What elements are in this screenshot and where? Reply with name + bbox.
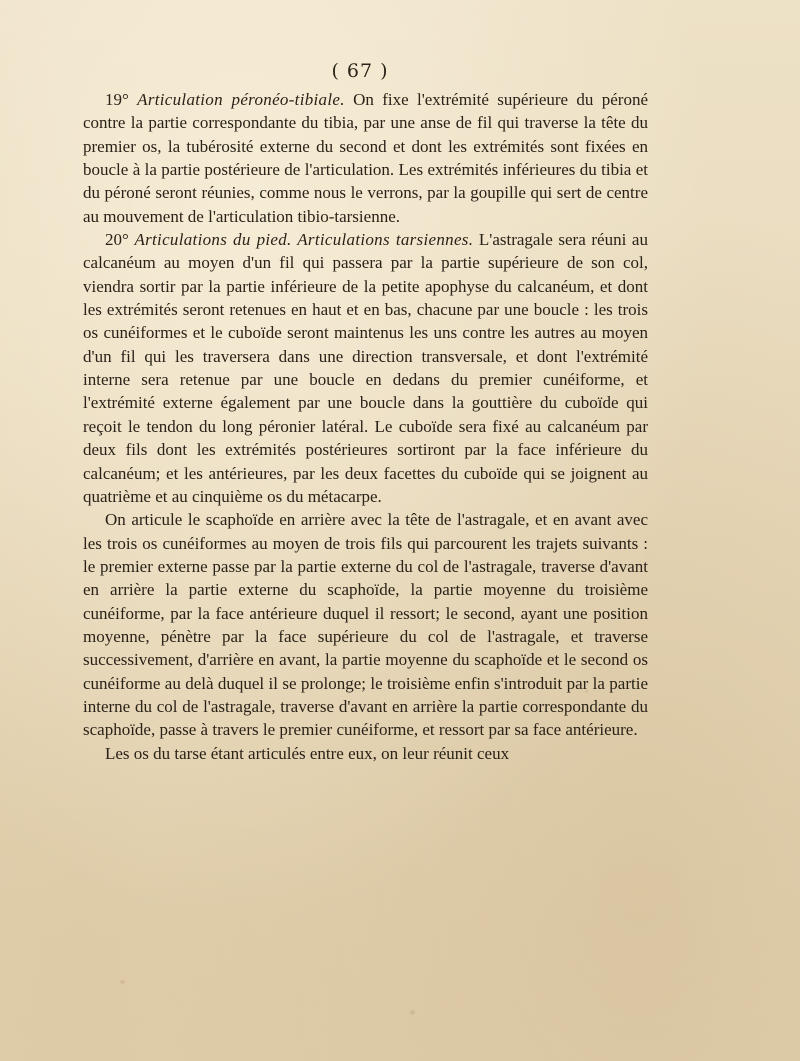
paragraph-os-du-tarse — [83, 742, 648, 765]
paragraph-body: L'astragale sera réuni au calcanéum au moyen d'un fil qui passera par la partie supérieure de son col, viendra sortir par la partie inférieure de la petite apophyse du calcanéum, et dont les extrémités seront retenues en haut et en bas, chacune par une boucle : les trois os cunéiformes et le cuboïde seront maintenus les uns contre les autres au moyen d'un fil qui les traversera dans une direction transversale, et dont l'extrémité interne sera retenue par une boucle en dedans du premier cunéiforme, et l'extrémité externe également par une boucle dans la gouttière du cuboïde qui reçoit le tendon du long péronier latéral. Le cuboïde sera fixé au calcanéum par deux fils dont les extrémités postérieures sortiront par la face inférieure du calcanéum; et les antérieures, par les deux facettes du cuboïde qui se joignent au quatrième et au cinquième os du métacarpe. — [83, 230, 648, 506]
section-title: Articulations du pied. Articulations tarsiennes. — [134, 230, 474, 250]
body-text — [83, 88, 648, 765]
paper-stain — [120, 980, 125, 984]
paper-stain — [410, 1010, 415, 1015]
paragraph-scaphoide — [83, 508, 648, 741]
section-title: Articulation péronéo-tibiale. — [137, 90, 345, 109]
paragraph-articulations-pied — [83, 228, 648, 508]
paragraph-body: On articule le scaphoïde en arrière avec la tête de l'astragale, et en avant avec les trois os cunéiformes au moyen de trois fils qui parcourent les trajets suivants : le premier externe passe par la partie externe du col de l'astragale, traverse d'avant en arrière la partie externe du scaphoïde, la partie moyenne du troisième cunéiforme, par la face antérieure duquel il ressort; le second, ayant une position moyenne, pénètre par la face supérieure du col de l'astragale, et traverse successivement, d'arrière en avant, la partie moyenne du scaphoïde et le second os cunéiforme au delà duquel il se prolonge; le troisième enfin s'introduit par la partie interne du col de l'astragale, traverse d'avant en arrière la partie correspondante du scaphoïde, passe à travers le premier cunéiforme, et ressort par sa face antérieure. — [83, 510, 648, 740]
paragraph-number: 19° — [105, 90, 138, 109]
paragraph-peroneo-tibiale — [83, 88, 648, 228]
paragraph-number: 20° — [105, 230, 135, 250]
page-number: ( 67 ) — [331, 60, 389, 82]
paragraph-body: Les os du tarse étant articulés entre eux, on leur réunit ceux — [105, 743, 510, 763]
paragraph-body: On fixe l'extrémité supérieure du péroné contre la partie correspondante du tibia, par une anse de fil qui traverse la tête du premier os, la tubérosité externe du second et dont les extrémités sont fixées en boucle à la partie postérieure de l'articulation. Les extrémités inférieures du tibia et du péroné seront réunies, comme nous le verrons, par la goupille qui sert de centre au mouvement de l'articulation tibio-tarsienne. — [83, 90, 648, 226]
